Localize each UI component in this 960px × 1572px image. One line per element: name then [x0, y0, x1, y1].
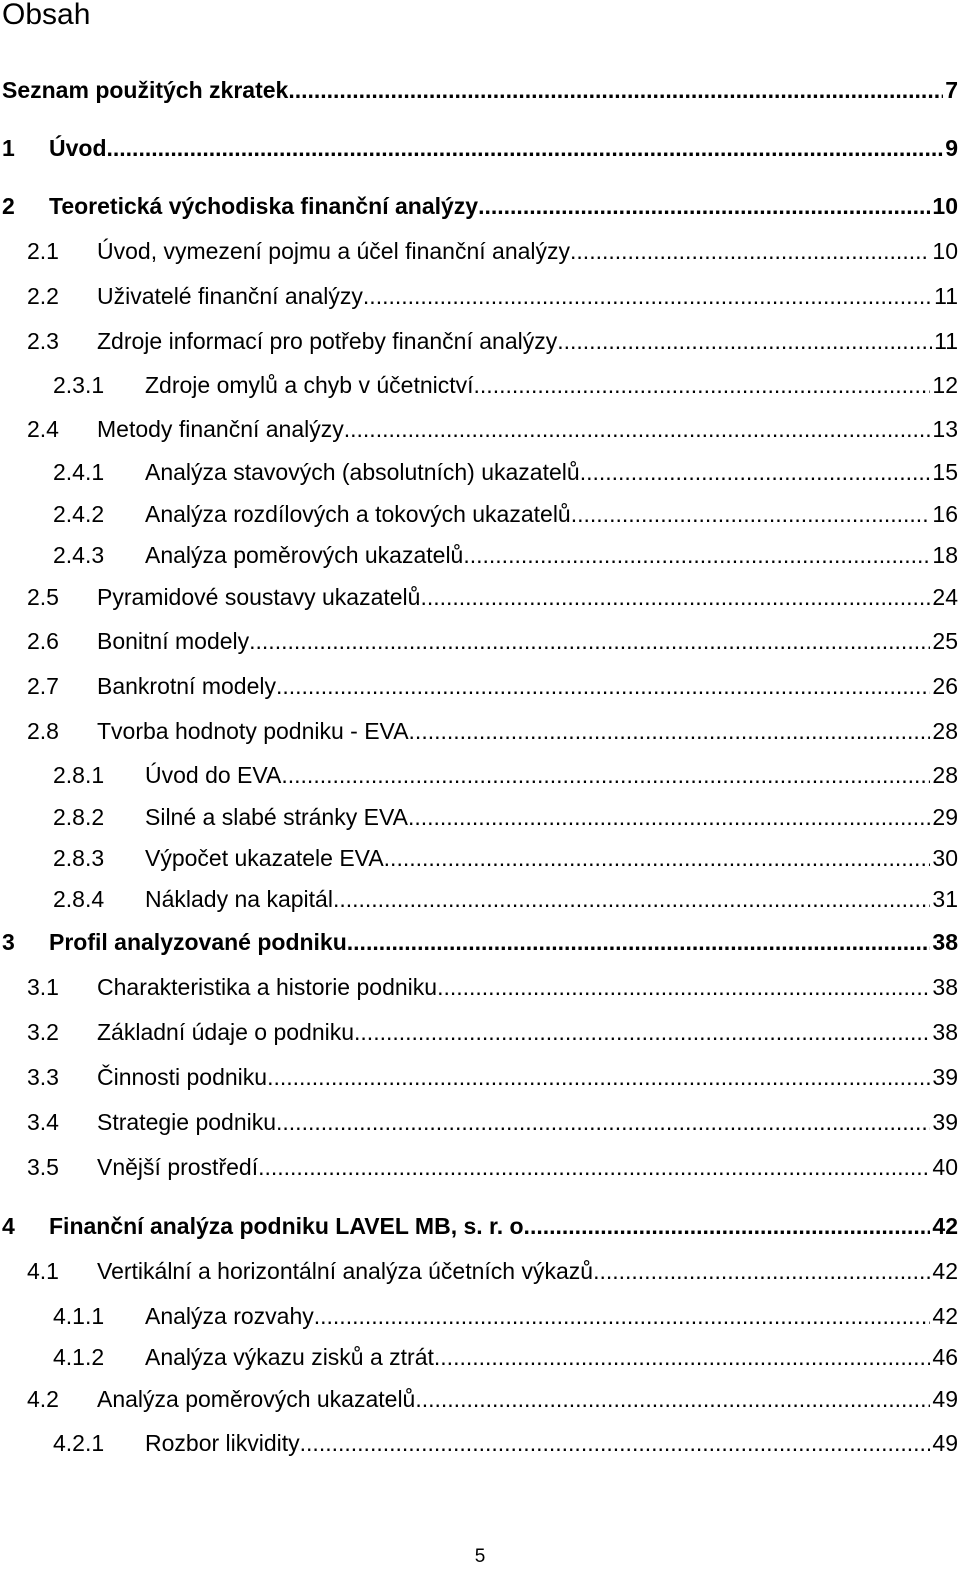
- toc-entry-title: Uživatelé finanční analýzy: [97, 283, 363, 309]
- toc-entry-number: 2.4: [27, 416, 59, 442]
- toc-entry-page: 28: [932, 762, 958, 788]
- toc-leader-dots: [570, 237, 930, 265]
- toc-entry-number: 2.5: [27, 584, 59, 610]
- toc-leader-dots: [258, 1153, 930, 1181]
- toc-entry-title: Analýza výkazu zisků a ztrát: [145, 1344, 434, 1370]
- toc-entry-title: Výpočet ukazatele EVA: [145, 845, 384, 871]
- toc-entry-number: 2.8.2: [53, 804, 105, 830]
- toc-entry-page: 9: [945, 135, 958, 161]
- toc-leader-dots: [314, 1302, 931, 1330]
- toc-entry-title: Základní údaje o podniku: [97, 1019, 355, 1045]
- toc-leader-dots: [288, 76, 943, 104]
- toc-entry-number: 4.1: [27, 1258, 59, 1284]
- toc-entry[interactable]: [27, 1018, 958, 1046]
- toc-leader-dots: [276, 672, 930, 700]
- toc-leader-dots: [557, 327, 932, 355]
- toc-entry-number: 4.2: [27, 1386, 59, 1412]
- toc-entry-page: 7: [945, 77, 958, 103]
- toc-leader-dots: [437, 973, 930, 1001]
- toc-leader-dots: [530, 1212, 930, 1240]
- toc-leader-dots: [384, 844, 931, 872]
- toc-entry-number: 2.3.1: [53, 372, 105, 398]
- toc-entry-page: 12: [932, 372, 958, 398]
- toc-entry-page: 49: [932, 1430, 958, 1456]
- toc-entry-number: 2.4.2: [53, 501, 105, 527]
- toc-leader-dots: [593, 1257, 930, 1285]
- toc-entry-page: 38: [932, 974, 958, 1000]
- toc-entry-number: 4.1.1: [53, 1303, 105, 1329]
- toc-leader-dots: [580, 458, 931, 486]
- toc-leader-dots: [474, 371, 931, 399]
- toc-entry-page: 31: [932, 886, 958, 912]
- toc-entry[interactable]: [53, 803, 958, 831]
- toc-entry[interactable]: [2, 134, 958, 162]
- toc-entry[interactable]: [53, 458, 958, 486]
- toc-entry-title: Zdroje omylů a chyb v účetnictví: [145, 372, 474, 398]
- toc-entry-title: Činnosti podniku: [97, 1064, 268, 1090]
- toc-entry-title: Bankrotní modely: [97, 673, 276, 699]
- toc-entry-page: 10: [932, 193, 958, 219]
- toc-entry[interactable]: [27, 973, 958, 1001]
- toc-entry-number: 2: [2, 193, 15, 219]
- toc-entry-page: 16: [932, 501, 958, 527]
- toc-entry-title: Úvod: [49, 135, 107, 161]
- toc-entry-number: 3.3: [27, 1064, 59, 1090]
- toc-entry[interactable]: [2, 928, 958, 956]
- toc-leader-dots: [267, 1063, 930, 1091]
- toc-entry-title: Charakteristika a historie podniku: [97, 974, 438, 1000]
- toc-leader-dots: [344, 415, 931, 443]
- toc-entry[interactable]: [2, 1212, 958, 1240]
- toc-entry[interactable]: [53, 1343, 958, 1371]
- toc-entry-title: Seznam použitých zkratek: [2, 77, 289, 103]
- toc-leader-dots: [363, 282, 932, 310]
- toc-leader-dots: [281, 761, 930, 789]
- toc-entry-number: 2.4.3: [53, 542, 105, 568]
- toc-entry[interactable]: [27, 282, 958, 310]
- toc-leader-dots: [463, 541, 930, 569]
- toc-leader-dots: [354, 1018, 930, 1046]
- toc-entry-title: Analýza rozdílových a tokových ukazatelů: [145, 501, 571, 527]
- toc-entry[interactable]: [53, 761, 958, 789]
- page-number: 5: [474, 1546, 486, 1567]
- toc-entry-number: 3.4: [27, 1109, 59, 1135]
- toc-leader-dots: [107, 134, 944, 162]
- toc-entry-page: 11: [934, 328, 958, 354]
- toc-entry-page: 38: [932, 1019, 958, 1045]
- toc-entry[interactable]: [53, 1302, 958, 1330]
- toc-entry[interactable]: [27, 1108, 958, 1136]
- toc-leader-dots: [300, 1429, 931, 1457]
- toc-entry-number: 4: [2, 1213, 15, 1239]
- toc-entry-number: 2.1: [27, 238, 59, 264]
- toc-entry[interactable]: [27, 1153, 958, 1181]
- toc-entry-page: 49: [932, 1386, 958, 1412]
- toc-entry-number: 3.2: [27, 1019, 59, 1045]
- toc-entry-title: Náklady na kapitál: [145, 886, 333, 912]
- toc-entry-page: 29: [932, 804, 958, 830]
- toc-entry-page: 42: [932, 1303, 958, 1329]
- toc-entry-title: Analýza poměrových ukazatelů: [97, 1386, 416, 1412]
- toc-leader-dots: [333, 885, 930, 913]
- toc-entry-number: 2.4.1: [53, 459, 105, 485]
- toc-entry-title: Analýza poměrových ukazatelů: [145, 542, 464, 568]
- toc-leader-dots: [347, 928, 931, 956]
- toc-entry-number: 2.2: [27, 283, 59, 309]
- toc-entry-number: 3.1: [27, 974, 59, 1000]
- toc-entry[interactable]: [53, 885, 958, 913]
- toc-entry-number: 3.5: [27, 1154, 59, 1180]
- toc-entry[interactable]: [27, 672, 958, 700]
- toc-entry-page: 13: [932, 416, 958, 442]
- toc-entry-page: 38: [932, 929, 958, 955]
- toc-leader-dots: [478, 192, 930, 220]
- toc-entry-page: 39: [932, 1064, 958, 1090]
- toc-entry-title: Pyramidové soustavy ukazatelů: [97, 584, 421, 610]
- toc-entry-title: Zdroje informací pro potřeby finanční analýzy: [97, 328, 558, 354]
- toc-leader-dots: [415, 1385, 930, 1413]
- toc-entry-title: Bonitní modely: [97, 628, 250, 654]
- toc-entry-title: Vertikální a horizontální analýza účetních výkazů: [97, 1258, 594, 1284]
- toc-leader-dots: [276, 1108, 930, 1136]
- toc-entry[interactable]: [2, 192, 958, 220]
- toc-entry-number: 2.8.4: [53, 886, 105, 912]
- toc-entry-title: Finanční analýza podniku LAVEL MB, s. r. o.: [49, 1213, 530, 1239]
- toc-entry-title: Silné a slabé stránky EVA: [145, 804, 408, 830]
- toc-entry-title: Profil analyzované podniku: [49, 929, 347, 955]
- toc-entry[interactable]: [27, 627, 958, 655]
- toc-entry-title: Tvorba hodnoty podniku - EVA: [97, 718, 409, 744]
- toc-entry-page: 42: [932, 1213, 958, 1239]
- toc-entry-page: 18: [932, 542, 958, 568]
- toc-entry[interactable]: [53, 844, 958, 872]
- toc-entry-page: 46: [932, 1344, 958, 1370]
- toc-entry[interactable]: [27, 1063, 958, 1091]
- toc-entry-number: 2.8.1: [53, 762, 105, 788]
- toc-entry-number: 1: [2, 135, 15, 161]
- toc-entry-page: 10: [932, 238, 958, 264]
- toc-entry[interactable]: [27, 327, 958, 355]
- toc-entry[interactable]: [27, 1385, 958, 1413]
- toc-entry-number: 2.8.3: [53, 845, 105, 871]
- toc-entry-number: 2.3: [27, 328, 59, 354]
- toc-entry-page: 40: [932, 1154, 958, 1180]
- toc-entry-number: 4.1.2: [53, 1344, 105, 1370]
- toc-entry-page: 24: [932, 584, 958, 610]
- toc-leader-dots: [249, 627, 930, 655]
- toc-entry[interactable]: [2, 76, 958, 104]
- toc-entry[interactable]: [27, 717, 958, 745]
- toc-entry[interactable]: [53, 500, 958, 528]
- toc-entry-number: 2.6: [27, 628, 59, 654]
- toc-leader-dots: [571, 500, 931, 528]
- toc-entry[interactable]: [27, 1257, 958, 1285]
- toc-entry[interactable]: [53, 541, 958, 569]
- toc-entry-page: 25: [932, 628, 958, 654]
- toc-entry[interactable]: [27, 415, 958, 443]
- toc-entry-title: Úvod do EVA: [145, 762, 282, 788]
- toc-leader-dots: [420, 583, 930, 611]
- toc-entry-title: Rozbor likvidity: [145, 1430, 300, 1456]
- toc-entry-title: Vnější prostředí: [97, 1154, 259, 1180]
- toc-entry-page: 39: [932, 1109, 958, 1135]
- toc-leader-dots: [434, 1343, 931, 1371]
- toc-entry-page: 26: [932, 673, 958, 699]
- toc-entry-title: Analýza stavových (absolutních) ukazatelů: [145, 459, 580, 485]
- toc-entry-title: Metody finanční analýzy: [97, 416, 344, 442]
- toc-entry-page: 28: [932, 718, 958, 744]
- toc-entry[interactable]: [27, 237, 958, 265]
- toc-entry[interactable]: [53, 1429, 958, 1457]
- toc-entry-number: 2.8: [27, 718, 59, 744]
- toc-leader-dots: [408, 803, 930, 831]
- toc-entry-page: 11: [934, 283, 958, 309]
- toc-entry-title: Analýza rozvahy: [145, 1303, 314, 1329]
- page-title: Obsah: [2, 0, 91, 31]
- toc-entry[interactable]: [27, 583, 958, 611]
- toc-entry-number: 3: [2, 929, 15, 955]
- toc-entry-title: Teoretická východiska finanční analýzy: [49, 193, 479, 219]
- toc-entry-title: Strategie podniku: [97, 1109, 277, 1135]
- toc-entry-page: 15: [932, 459, 958, 485]
- toc-entry-page: 30: [932, 845, 958, 871]
- toc-entry-number: 2.7: [27, 673, 59, 699]
- toc-entry-number: 4.2.1: [53, 1430, 105, 1456]
- toc-entry[interactable]: [53, 371, 958, 399]
- toc-entry-title: Úvod, vymezení pojmu a účel finanční analýzy: [97, 238, 571, 264]
- toc-entry-page: 42: [932, 1258, 958, 1284]
- toc-leader-dots: [409, 717, 931, 745]
